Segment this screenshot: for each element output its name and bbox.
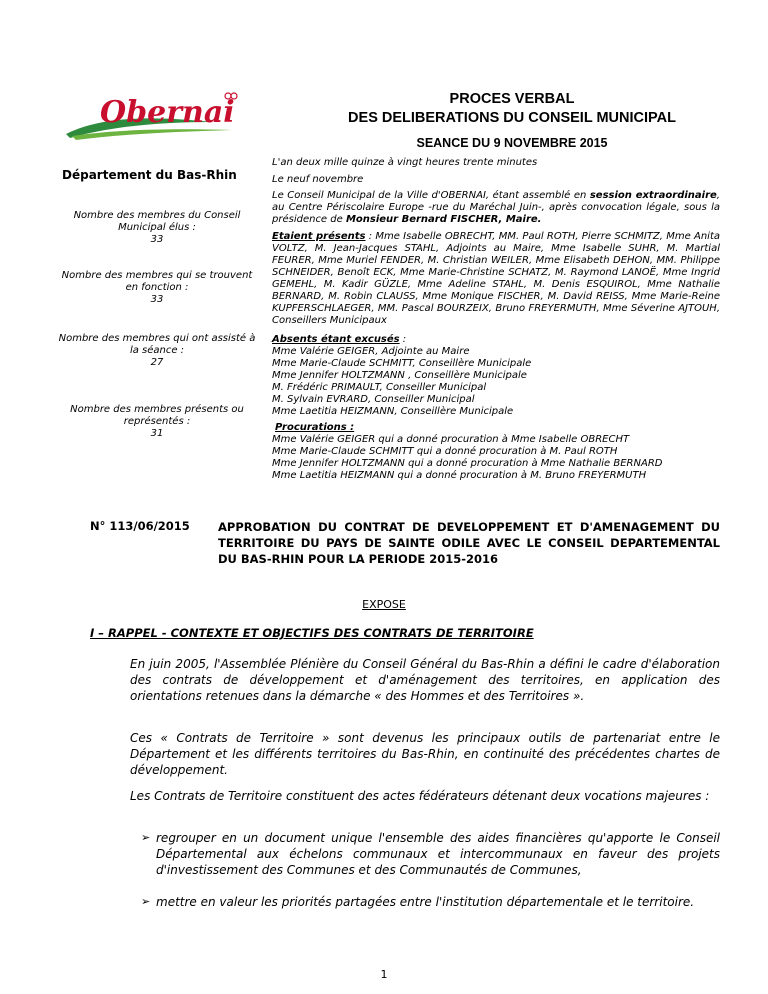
presents-label: Etaient présents [272, 231, 366, 242]
bullet-item [142, 830, 720, 878]
logo-swoosh-icon [62, 86, 240, 148]
stat-label: Nombre des membres qui se trouvent en fonction : [61, 270, 253, 293]
absent-item: M. Frédéric PRIMAULT, Conseiller Municipal [272, 382, 487, 393]
seance-date: SEANCE DU 9 NOVEMBRE 2015 [416, 136, 608, 150]
procurations-label: Procurations : [275, 422, 355, 433]
stat-value: 33 [150, 234, 164, 245]
procuration-item: Mme Laetitia HEIZMANN qui a donné procuration à M. Bruno FREYERMUTH [272, 470, 647, 481]
obernai-logo [62, 86, 240, 148]
session-date-line-1: L'an deux mille quinze à vingt heures trente minutes [272, 157, 538, 168]
stat-in-office [58, 270, 256, 306]
absents-label: Absents étant excusés [272, 334, 400, 345]
stat-present-represented [58, 404, 256, 440]
absent-item: Mme Laetitia HEIZMANN, Conseillère Municipale [272, 406, 514, 417]
stat-value: 27 [150, 357, 164, 368]
paragraph-1: En juin 2005, l'Assemblée Plénière du Conseil Général du Bas-Rhin a défini le cadre d'élaboration des contrats de développement et d'aménagement des territoires, en application des orientations retenues dans la démarche « des Hommes et des Territoires ». [130, 657, 720, 703]
bullet-text: regrouper en un document unique l'ensemble des aides financières qu'apporte le Conseil Départemental aux échelons communaux et intercommunaux en faveur des projets d'investissement des Communes et des Communautés de Communes, [156, 831, 720, 877]
stat-label: Nombre des membres qui ont assisté à la séance : [58, 333, 256, 356]
absent-item: Mme Jennifer HOLTZMANN , Conseillère Municipale [272, 370, 527, 381]
procuration-item: Mme Marie-Claude SCHMITT qui a donné procuration à M. Paul ROTH [272, 446, 618, 457]
convocation-text: , au Centre Périscolaire Europe -rue du Maréchal Juin-, après convocation légale, sous la présidence de [272, 190, 720, 225]
logo-text: Obernai [100, 95, 235, 130]
absents-colon: : [399, 334, 407, 345]
deliberation-title: APPROBATION DU CONTRAT DE DEVELOPPEMENT ET D'AMENAGEMENT DU TERRITOIRE DU PAYS DE SAINTE ODILE AVEC LE CONSEIL DEPARTEMENTAL DU BAS-RHIN POUR LA PERIODE 2015-2016 [218, 520, 720, 566]
stat-value: 31 [150, 428, 164, 439]
convocation-paragraph [272, 190, 720, 226]
procurations-block [272, 422, 720, 482]
absent-item: Mme Valérie GEIGER, Adjointe au Maire [272, 346, 470, 357]
arrow-bullet-icon: ➢ [141, 895, 151, 908]
expose-heading: EXPOSE [362, 598, 406, 611]
paragraph-3: Les Contrats de Territoire constituent des actes fédérateurs détenant deux vocations majeures : [130, 789, 710, 803]
president-name: Monsieur Bernard FISCHER, Maire. [345, 214, 542, 225]
presents-list: : Mme Isabelle OBRECHT, MM. Paul ROTH, Pierre SCHMITZ, Mme Anita VOLTZ, M. Jean-Jacques STAHL, Adjoints au Maire, Mme Isabelle SUHR, M. Martial FEURER, Mme Muriel FENDER, M. Christian WEILER, Mme Elisabeth DEHON, MM. Philippe SCHNEIDER, Benoît ECK, Mme Marie-Christine SCHATZ, M. Raymond LANOË, Mme Ingrid GEMEHL, M. Kadir GÜZLE, Mme Adeline STAHL, M. Denis ESQUIROL, Mme Nathalie BERNARD, M. Robin CLAUSS, Mme Monique FISCHER, M. David REISS, Mme Marie-Reine KUPFERSCHLAEGER, MM. Pascal BOURZEIX, Bruno FREYERMUTH, Mme Séverine AJTOUH, Conseillers Municipaux [272, 231, 720, 326]
procuration-item: Mme Valérie GEIGER qui a donné procuration à Mme Isabelle OBRECHT [272, 434, 630, 445]
bullet-text: mettre en valeur les priorités partagées entre l'institution départementale et le territoire. [156, 895, 695, 909]
paragraph-2: Ces « Contrats de Territoire » sont devenus les principaux outils de partenariat entre le Département et les différents territoires du Bas-Rhin, en continuité des précédentes chartes de développement. [130, 731, 720, 777]
arrow-bullet-icon: ➢ [141, 831, 151, 844]
stat-attended [58, 333, 256, 369]
document-title [262, 90, 762, 153]
procuration-item: Mme Jennifer HOLTZMANN qui a donné procuration à Mme Nathalie BERNARD [272, 458, 663, 469]
title-line-1: PROCES VERBAL [449, 91, 575, 107]
presents-paragraph [272, 231, 720, 327]
absent-item: Mme Marie-Claude SCHMITT, Conseillère Municipale [272, 358, 532, 369]
stat-label: Nombre des membres présents ou représentés : [70, 404, 244, 427]
deliberation-number: N° 113/06/2015 [90, 519, 190, 533]
session-type: session extraordinaire [589, 190, 717, 201]
absents-block [272, 334, 720, 418]
session-date-line-2: Le neuf novembre [272, 174, 364, 185]
page-number: 1 [380, 968, 388, 981]
stat-label: Nombre des membres du Conseil Municipal élus : [73, 210, 241, 233]
section-title: I – RAPPEL - CONTEXTE ET OBJECTIFS DES CONTRATS DE TERRITOIRE [90, 626, 534, 640]
bullet-item [142, 894, 720, 910]
department-label: Département du Bas-Rhin [62, 168, 237, 182]
convocation-text: Le Conseil Municipal de la Ville d'OBERNAI, étant assemblé en [272, 190, 590, 201]
absent-item: M. Sylvain EVRARD, Conseiller Municipal [272, 394, 475, 405]
stat-elected [58, 210, 256, 246]
title-line-2: DES DELIBERATIONS DU CONSEIL MUNICIPAL [348, 110, 676, 126]
stat-value: 33 [150, 294, 164, 305]
